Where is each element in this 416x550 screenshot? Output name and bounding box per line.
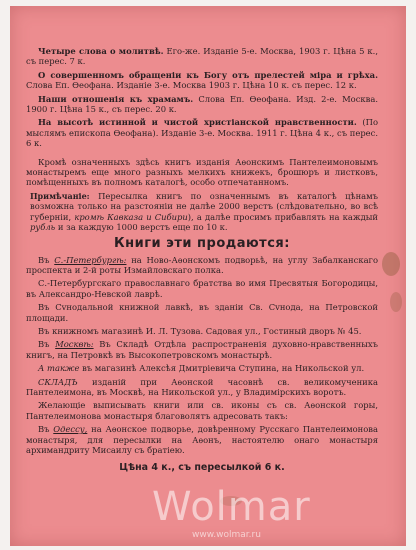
shop-text: изданій при Аѳонской часовнѣ св. великомученика Пантелеимона, въ Москвѣ, на Никольской ул., у Владимірскихъ воротъ. bbox=[26, 376, 378, 397]
watermark-url: www.wolmar.ru bbox=[192, 530, 261, 540]
shop-entry bbox=[26, 302, 378, 323]
book-title: Четыре слова о молитвѣ. bbox=[38, 46, 164, 56]
book-title: О совершенномъ обращеніи къ Богу отъ прелестей міра и грѣха. bbox=[38, 69, 378, 80]
note-label: Примѣчаніе: bbox=[30, 190, 90, 201]
shop-city: СКЛАДЪ bbox=[38, 376, 78, 387]
shop-text: на Аѳонское подворье, довѣренному Русскаго Пантелеимонова монастыря, для пересылки на Аѳонъ, настоятелю онаго монастыря архимандриту Мисаилу съ братіею. bbox=[26, 424, 378, 455]
shop-text: С.-Петербургскаго православнаго братства во имя Пресвятыя Богородицы, въ Александро-Невской лаврѣ. bbox=[26, 278, 378, 299]
note-paragraph bbox=[26, 191, 378, 233]
note-italic: рубль bbox=[30, 222, 56, 233]
book-entry bbox=[26, 70, 378, 91]
book-title: На высотѣ истинной и чистой христіанской нравственности. bbox=[38, 117, 357, 128]
shop-text: Желающіе выписывать книги или св. иконы съ св. Аѳонской горы, Пантелеимонова монастыря благоволятъ адресовать такъ: bbox=[26, 400, 378, 421]
book-title: Наши отношенія къ храмамъ. bbox=[38, 93, 194, 104]
shop-text: Въ Сvнодальной книжной лавкѣ, въ зданіи Св. Сvнода, на Петровской площади. bbox=[26, 302, 378, 323]
paper-stain bbox=[220, 496, 242, 506]
book-details: Его-же. Изданіе 5-е. Москва, 1903 г. Цѣна 5 к., съ перес. 7 к. bbox=[26, 46, 378, 67]
note-italic: кромѣ Кавказа и Сибири bbox=[74, 211, 188, 222]
intro-paragraph: Кромѣ означенныхъ здѣсь книгъ изданія Аѳонскимъ Пантелеимоновымъ монастыремъ еще много разныхъ мелкихъ книжекъ, брошюръ и листковъ, помѣщенныхъ въ полномъ каталогѣ, особо отпечатанномъ. bbox=[26, 156, 378, 188]
shop-entry bbox=[26, 424, 378, 455]
shop-entry bbox=[26, 377, 378, 398]
shop-entry bbox=[26, 363, 378, 373]
shop-lead: Въ bbox=[38, 424, 54, 435]
book-details: Слова Еп. Ѳеофана. Изд. 2-е. Москва. 1900 г. Цѣна 15 к., съ перес. 20 к. bbox=[26, 93, 379, 115]
price-line: Цѣна 4 к., съ пересылкой 6 к. bbox=[119, 462, 285, 474]
paper-stain bbox=[382, 252, 400, 276]
shop-lead: Въ bbox=[38, 339, 56, 350]
shop-text: въ магазинѣ Алексѣя Дмитріевича Ступина, на Никольской ул. bbox=[79, 363, 365, 374]
shop-entry bbox=[26, 255, 378, 276]
shop-entry bbox=[26, 400, 378, 421]
book-entry bbox=[26, 94, 378, 115]
book-details: Слова Еп. Ѳеофана. Изданіе 3-е. Москва 1903 г. Цѣна 10 к. съ перес. 12 к. bbox=[26, 80, 357, 91]
paper-stain bbox=[390, 292, 402, 312]
note-text: и за каждую 1000 верстъ еще по 10 к. bbox=[55, 222, 228, 233]
shop-text: Въ Складѣ Отдѣла распространенія духовно-нравственныхъ книгъ, на Петровкѣ въ Высокопетровскомъ монастырѣ. bbox=[26, 339, 378, 360]
shop-entry bbox=[26, 326, 378, 336]
shop-lead: Въ bbox=[38, 254, 55, 265]
note-text: ), а далѣе просимъ прибавлять на каждый bbox=[187, 211, 378, 222]
shop-entry bbox=[26, 339, 378, 360]
shop-city: Одессу, bbox=[53, 424, 88, 435]
shop-entry bbox=[26, 278, 378, 299]
note-text: Пересылка книгъ по означеннымъ въ каталогѣ цѣнамъ возможна только на разстояніи не далѣе 2000 верстъ (слѣдовательно, во всѣ губерніи, bbox=[30, 190, 378, 222]
book-entry bbox=[26, 46, 378, 67]
catalog-text bbox=[26, 46, 378, 474]
shop-city: С.-Петербургѣ: bbox=[54, 254, 127, 265]
shop-city: Москвѣ: bbox=[55, 339, 94, 350]
shop-city: А также bbox=[38, 363, 80, 374]
shop-text: Въ книжномъ магазинѣ И. Л. Тузова. Садовая ул., Гостиный дворъ № 45. bbox=[38, 325, 362, 336]
section-heading: Книги эти продаются: bbox=[114, 235, 290, 251]
watermark-logo: Wolmar bbox=[152, 484, 311, 530]
book-details: (По мыслямъ епископа Ѳеофана). Изданіе 3-е. Москва. 1911 г. Цѣна 4 к., съ перес. 6 к. bbox=[26, 117, 379, 149]
book-entry bbox=[26, 117, 378, 148]
shop-text: на Ново-Аѳонскомъ подворьѣ, на углу Забалканскаго проспекта и 2-й роты Измайловскаго полка. bbox=[26, 254, 378, 275]
